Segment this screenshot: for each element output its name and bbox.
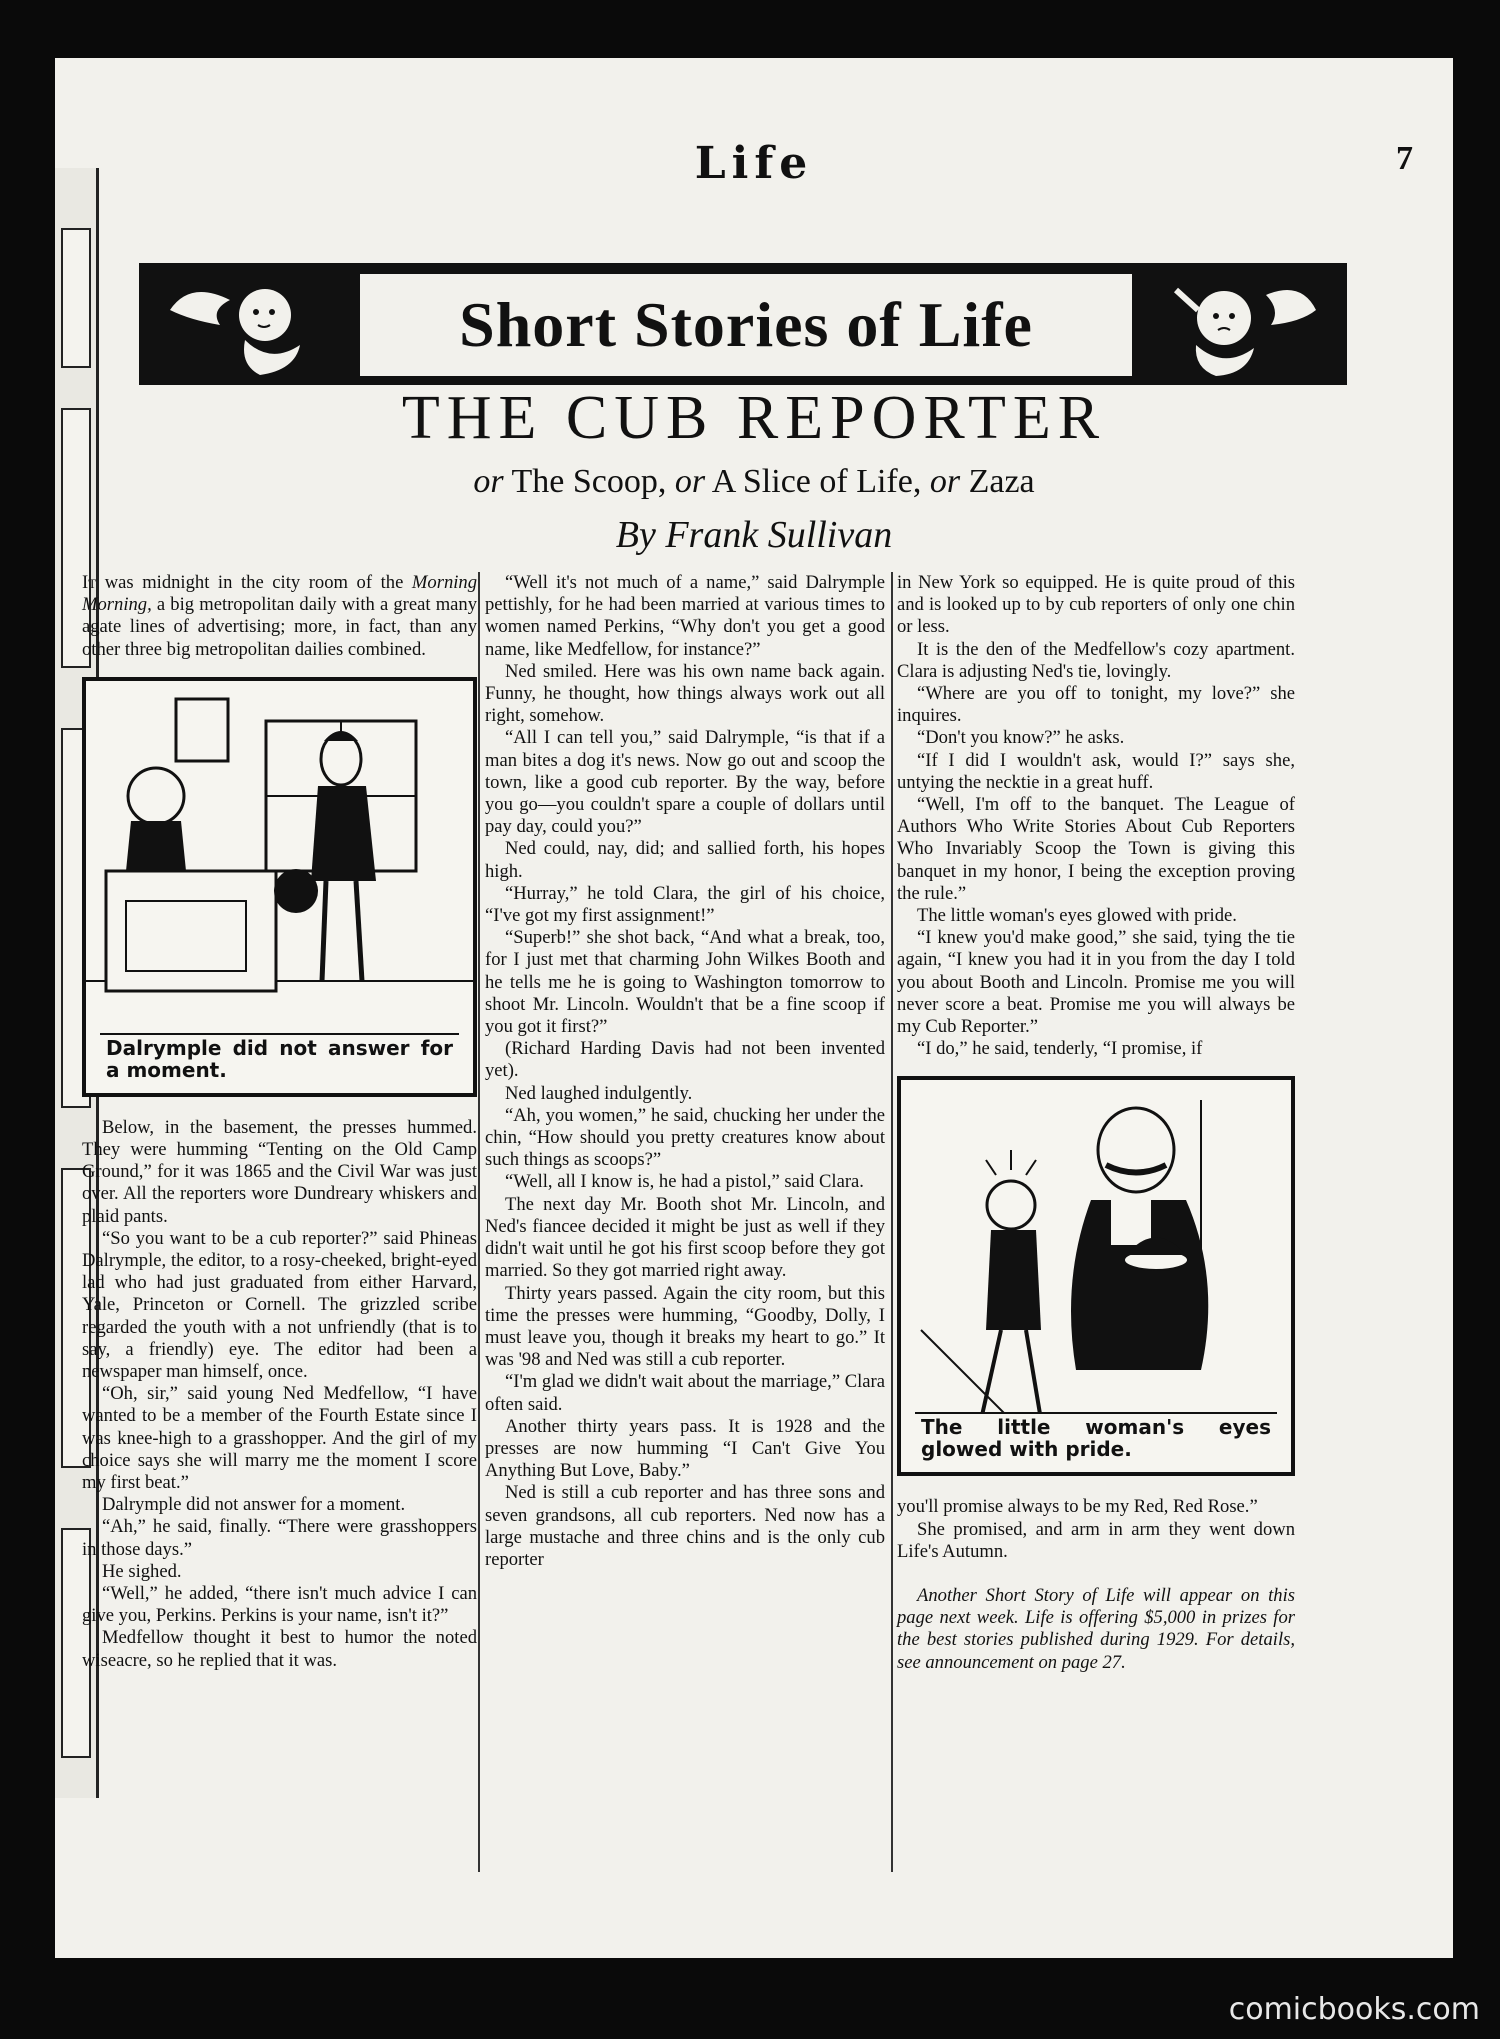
- paragraph: The little woman's eyes glowed with pride.: [917, 905, 1237, 927]
- paragraph: “So you want to be a cub reporter?” said Phineas Dalrymple, the editor, to a rosy-cheeked, bright-eyed lad who had just graduated from either Harvard, Yale, Princeton or Cornell. The grizzled scribe regarded the youth with a not unfriendly (that is to say, a friendly) eye. The editor had been a newspaper man himself, once.: [82, 1227, 477, 1383]
- paragraph: you'll promise always to be my Red, Red Rose.”: [897, 1496, 1258, 1518]
- subtitle-or-2: or: [674, 463, 706, 500]
- subtitle-alt-2: A Slice of Life,: [705, 463, 930, 500]
- subtitle-or-3: or: [929, 463, 961, 500]
- subtitle-or-1: or: [473, 463, 504, 500]
- paragraph: (Richard Harding Davis had not been invented yet).: [485, 1038, 885, 1082]
- paragraph: “Ah, you women,” he said, chucking her under the chin, “How should you pretty creatures know about such things as scoops?”: [485, 1104, 885, 1171]
- editor-note: Another Short Story of Life will appear on this page next week. Life is offering $5,000 in prizes for the best stories published during 1929. For details, see announcement on page 27.: [897, 1585, 1295, 1673]
- paragraph: “I'm glad we didn't wait about the marriage,” Clara often said.: [485, 1371, 885, 1415]
- paragraph: Thirty years passed. Again the city room, but this time the presses were humming, “Goodby, Dolly, I must leave you, though it breaks my heart to go.” It was '98 and Ned was still a cub reporter.: [485, 1282, 885, 1371]
- paragraph: “I knew you'd make good,” she said, tying the tie again, “I knew you had it in you from the day I told you about Booth and Lincoln. Promise me you will never score a beat. Promise me you will always be my Cub Reporter.”: [897, 927, 1295, 1038]
- story-subtitle: [55, 463, 1453, 501]
- running-head: Life: [694, 138, 814, 189]
- newspaper-name: Morning Morning,: [82, 572, 477, 616]
- story-column-2: [485, 572, 885, 1571]
- paragraph: “Well,” he added, “there isn't much advice I can give you, Perkins. Perkins is your name, isn't it?”: [82, 1583, 477, 1627]
- paragraph: Ned is still a cub reporter and has three sons and seven grandsons, all cub reporters. Ned now has a large mustache and three chins and is the only cub reporter: [485, 1482, 885, 1570]
- paragraph: She promised, and arm in arm they went down Life's Autumn.: [897, 1518, 1295, 1562]
- banner-title: Short Stories of Life: [459, 289, 1033, 360]
- cartoon-editor-desk: [82, 677, 477, 1097]
- paragraph: Ned could, nay, did; and sallied forth, his hopes high.: [485, 838, 885, 882]
- cherub-left-illustration: [150, 270, 350, 380]
- paragraph: “Hurray,” he told Clara, the girl of his choice, “I've got my first assignment!”: [485, 882, 885, 927]
- cartoon-caption: The little woman's eyes glowed with pride.: [915, 1412, 1277, 1462]
- paragraph: “Superb!” she shot back, “And what a break, too, for I just met that charming John Wilkes Booth and he tells me he is going to Washington tomorrow to shoot Mr. Lincoln. Wouldn't that be a fine scoop if you got it first?”: [485, 927, 885, 1038]
- paragraph-text: a big metropolitan daily with a great many agate lines of advertising; more, in fact, than any other three big metropolitan dailies combined.: [82, 594, 477, 660]
- magazine-page: [55, 58, 1453, 1958]
- paragraph: It is the den of the Medfellow's cozy apartment. Clara is adjusting Ned's tie, lovingly.: [897, 638, 1295, 682]
- editor-and-cub-illustration: [86, 681, 473, 1093]
- paragraph: in New York so equipped. He is quite proud of this and is looked up to by cub reporters of only one chin or less.: [897, 572, 1295, 638]
- paragraph: “I do,” he said, tenderly, “I promise, if: [917, 1038, 1203, 1060]
- paragraph: Medfellow thought it best to humor the noted wiseacre, so he replied that it was.: [82, 1627, 477, 1671]
- paragraph: Below, in the basement, the presses hummed. They were humming “Tenting on the Old Camp Ground,” for it was 1865 and the Civil War was just over. All the reporters wore Dundreary whiskers and plaid pants.: [82, 1116, 477, 1227]
- column-rule: [891, 572, 893, 1872]
- story-title: THE CUB REPORTER: [401, 384, 1107, 452]
- subtitle-alt-1: The Scoop,: [503, 463, 675, 500]
- paragraph-text: was midnight in the city room of the: [96, 572, 412, 593]
- paragraph: “Oh, sir,” said young Ned Medfellow, “I have wanted to be a member of the Fourth Estate since I was knee-high to a grasshopper. And the girl of my choice says she will marry me the moment I score my first beat.”: [82, 1383, 477, 1494]
- paragraph: The next day Mr. Booth shot Mr. Lincoln, and Ned's fiancee decided it might be just as well if they didn't wait until he got his first scoop before they got married. So they got married right away.: [485, 1193, 885, 1282]
- story-column-3: [897, 572, 1295, 1674]
- paragraph: “Where are you off to tonight, my love?” she inquires.: [897, 683, 1295, 727]
- watermark: comicbooks.com: [1228, 1992, 1480, 2027]
- banner-title-box: [360, 274, 1132, 376]
- cartoon-couple: [897, 1076, 1295, 1476]
- paragraph: “Ah,” he said, finally. “There were grasshoppers in those days.”: [82, 1516, 477, 1560]
- cherub-right-illustration: [1136, 270, 1336, 380]
- section-banner: [139, 263, 1347, 385]
- cartoon-caption: Dalrymple did not answer for a moment.: [100, 1033, 459, 1083]
- column-rule: [478, 572, 480, 1872]
- paragraph: Ned smiled. Here was his own name back again. Funny, he thought, how things always work out all right, somehow.: [485, 660, 885, 727]
- paragraph: Dalrymple did not answer for a moment.: [102, 1494, 406, 1516]
- paragraph: “Well, I'm off to the banquet. The League of Authors Who Write Stories About Cub Reporters Who Invariably Scoop the Town is giving this banquet in my honor, I being the exception proving the rule.”: [897, 794, 1295, 904]
- paragraph: He sighed.: [102, 1560, 182, 1582]
- paragraph: “Don't you know?” he asks.: [917, 727, 1125, 749]
- subtitle-alt-3: Zaza: [960, 463, 1035, 500]
- paragraph: “Well it's not much of a name,” said Dalrymple pettishly, for he had been married at various times to women named Perkins, “Why don't you get a good name, like Medfellow, for instance?”: [485, 572, 885, 660]
- paragraph: Another thirty years pass. It is 1928 and the presses are now humming “I Can't Give You Anything But Love, Baby.”: [485, 1415, 885, 1482]
- story-column-1: [82, 572, 477, 1672]
- page-number: 7: [1396, 140, 1413, 177]
- paragraph: Ned laughed indulgently.: [505, 1082, 693, 1104]
- byline: By Frank Sullivan: [615, 514, 893, 556]
- paragraph: “All I can tell you,” said Dalrymple, “is that if a man bites a dog it's news. Now go out and scoop the town, like a good cub reporter. By the way, before you go—you couldn't spare a couple of dollars until pay day, could you?”: [485, 727, 885, 838]
- opening-paragraph: [82, 572, 477, 661]
- facing-page-panel: [61, 228, 91, 368]
- paragraph: “If I did I wouldn't ask, would I?” says she, untying the necktie in a great huff.: [897, 749, 1295, 793]
- paragraph: “Well, all I know is, he had a pistol,” said Clara.: [505, 1171, 864, 1193]
- drop-lead: It: [82, 572, 97, 593]
